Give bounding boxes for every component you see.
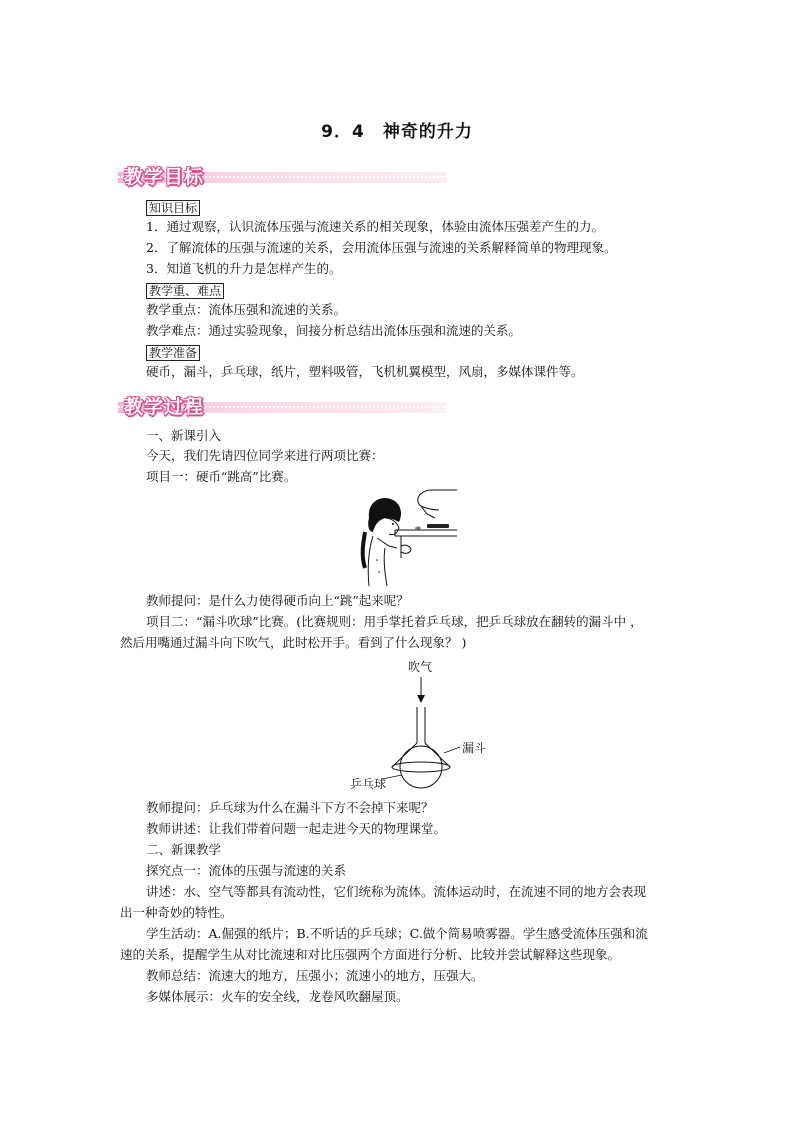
inquiry-point-1: 探究点一：流体的压强与流速的关系 (146, 863, 347, 878)
teacher-question-2: 教师提问：乒乓球为什么在漏斗下方不会掉下来呢？ (146, 800, 434, 815)
goal-item-2: 2．了解流体的压强与流速的关系，会用流体压强与流速的关系解释简单的物理现象。 (146, 240, 617, 255)
project-two-line1: 项目二：“漏斗吹球”比赛。(比赛规则：用手掌托着乒乓球，把乒乓球放在翻转的漏斗中 ， (146, 614, 643, 629)
goals-banner-label: 教学目标 (124, 166, 205, 188)
funnel-ball-figure (340, 655, 490, 795)
lecture-line1: 讲述：水、空气等都具有流动性，它们统称为流体。流体运动时，在流速不同的地方会表现 (146, 884, 647, 899)
goal-item-3: 3．知道飞机的升力是怎样产生的。 (146, 261, 342, 276)
project-one: 项目一：硬币“跳高”比赛。 (146, 469, 297, 484)
teacher-narration: 教师讲述：让我们带着问题一起走进今天的物理课堂。 (146, 821, 447, 836)
project-two-line2: 然后用嘴通过漏斗向下吹气，此时松开手。看到了什么现象？ ) (120, 635, 467, 650)
funnel-label: 漏斗 (462, 741, 487, 755)
key-point: 教学重点：流体压强和流速的关系。 (146, 302, 347, 317)
teacher-summary: 教师总结：流速大的地方，压强小；流速小的地方，压强大。 (146, 968, 484, 983)
multimedia-display: 多媒体展示：火车的安全线，龙卷风吹翻屋顶。 (146, 989, 409, 1004)
student-activity-line1: 学生活动：A.倔强的纸片；B.不听话的乒乓球；C.做个简易喷雾器。学生感受流体压强和流 (146, 926, 648, 941)
goals-banner (118, 162, 446, 188)
knowledge-goals-label: 知识目标 (146, 200, 200, 216)
student-activity-line2: 速的关系，提醒学生从对比流速和对比压强两个方面进行分析、比较并尝试解释这些现象。 (120, 947, 621, 962)
page-title: 9．4 神奇的升力 (321, 122, 473, 142)
key-points-label: 教学重、难点 (146, 283, 224, 299)
coin-jump-illustration (355, 488, 465, 588)
section-intro-heading: 一、新课引入 (146, 428, 222, 443)
ball-label: 乒乓球 (350, 777, 387, 791)
preparation-label: 教学准备 (146, 345, 200, 361)
funnel-ball-diagram (340, 655, 490, 795)
goal-item-1: 1．通过观察，认识流体压强与流速关系的相关现象，体验由流体压强差产生的力。 (146, 219, 604, 234)
intro-text: 今天，我们先请四位同学来进行两项比赛： (146, 448, 384, 463)
section-new-lesson-heading: 二、新课教学 (146, 842, 222, 857)
process-banner (118, 392, 446, 418)
difficult-point: 教学难点：通过实验现象，间接分析总结出流体压强和流速的关系。 (146, 323, 522, 338)
teacher-question-1: 教师提问：是什么力使得硬币向上“跳”起来呢？ (146, 593, 409, 608)
preparation-text: 硬币，漏斗，乒乓球，纸片，塑料吸管，飞机机翼模型，风扇，多媒体课件等。 (146, 364, 584, 379)
blow-label: 吹气 (408, 660, 433, 674)
process-banner-label: 教学过程 (124, 396, 205, 418)
lecture-line2: 出一种奇妙的特性。 (120, 905, 233, 920)
